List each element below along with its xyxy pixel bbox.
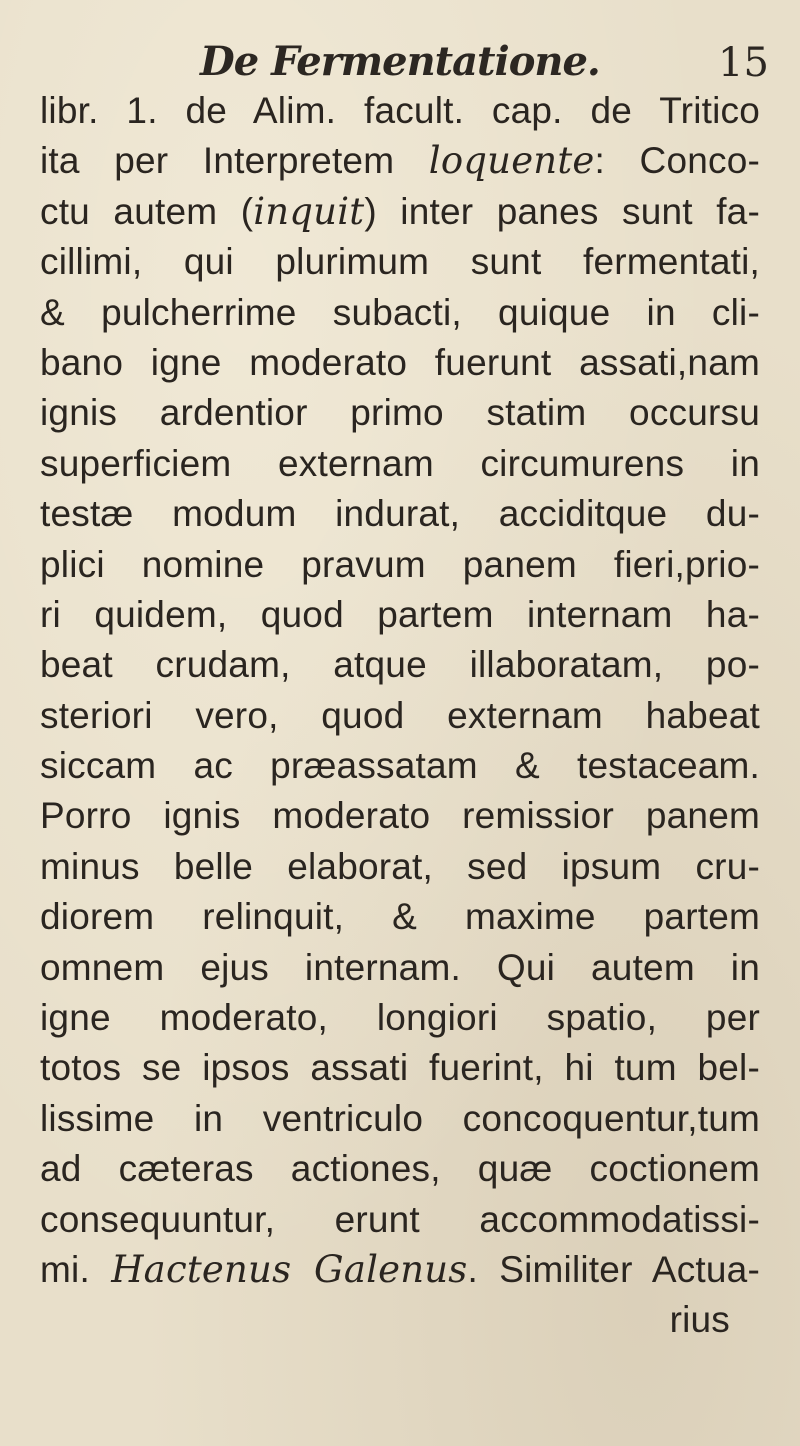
italic-span: Hactenus Galenus: [111, 1247, 468, 1291]
catchword: rius: [669, 1299, 730, 1341]
text-line: [40, 640, 760, 690]
text-span: lissime in ventriculo concoquentur,tum: [40, 1097, 760, 1139]
text-line: [40, 741, 760, 791]
text-span: ignis ardentior primo statim occursu: [40, 392, 760, 434]
text-line: [40, 86, 760, 136]
italic-span: loquente: [428, 139, 595, 183]
text-line: [40, 1195, 760, 1245]
text-line: [40, 237, 760, 287]
text-line: [40, 1144, 760, 1194]
text-span: diorem relinquit, & maxime partem: [40, 896, 760, 938]
text-line: [40, 842, 760, 892]
text-span: ) inter panes sunt fa-: [364, 190, 760, 232]
text-span: : Conco-: [594, 140, 760, 182]
running-head: [0, 30, 800, 90]
text-span: ita per Interpretem: [40, 140, 429, 182]
text-span: steriori vero, quod externam habeat: [40, 694, 760, 736]
body-text: [40, 86, 760, 1346]
text-span: superficiem externam circumurens in: [40, 442, 760, 484]
text-span: libr. 1. de Alim. facult. cap. de Tritico: [40, 90, 760, 131]
text-line: [40, 439, 760, 489]
text-span: beat crudam, atque illaboratam, po-: [40, 644, 760, 686]
running-title: De Fermentatione.: [200, 38, 600, 85]
text-span: ctu autem (: [40, 190, 254, 232]
text-line: [40, 590, 760, 640]
text-line: [40, 187, 760, 237]
text-span: bano igne moderato fuerunt assati,nam: [40, 341, 760, 383]
text-line: [40, 1245, 760, 1295]
text-span: consequuntur, erunt accommodatissi-: [40, 1198, 760, 1240]
text-span: igne moderato, longiori spatio, per: [40, 997, 760, 1039]
text-span: ad cæteras actiones, quæ coctionem: [40, 1148, 760, 1190]
italic-span: inquit: [253, 189, 365, 233]
page-number: 15: [718, 40, 769, 86]
text-line: [40, 136, 760, 186]
text-line: [40, 540, 760, 590]
text-line: [40, 691, 760, 741]
text-span: mi.: [40, 1248, 112, 1290]
text-span: & pulcherrime subacti, quique in cli-: [40, 291, 760, 333]
text-line: [40, 1094, 760, 1144]
text-line: [40, 791, 760, 841]
text-span: ri quidem, quod partem internam ha-: [40, 593, 760, 635]
text-span: plici nomine pravum panem fieri,prio-: [40, 543, 760, 585]
text-span: siccam ac præassatam & testaceam.: [40, 745, 760, 787]
text-line: [40, 288, 760, 338]
text-line: [40, 338, 760, 388]
text-line: [40, 943, 760, 993]
text-span: testæ modum indurat, acciditque du-: [40, 493, 760, 535]
text-span: minus belle elaborat, sed ipsum cru-: [40, 845, 760, 887]
text-span: cillimi, qui plurimum sunt fermentati,: [40, 241, 760, 283]
text-line: [40, 993, 760, 1043]
text-span: Porro ignis moderato remissior panem: [40, 795, 760, 837]
text-line: [40, 892, 760, 942]
text-span: totos se ipsos assati fuerint, hi tum bel-: [40, 1047, 760, 1089]
text-line: [40, 489, 760, 539]
text-span: omnem ejus internam. Qui autem in: [40, 946, 760, 988]
text-line: [40, 388, 760, 438]
text-line: [40, 1043, 760, 1093]
text-span: . Similiter Actua-: [467, 1248, 760, 1290]
